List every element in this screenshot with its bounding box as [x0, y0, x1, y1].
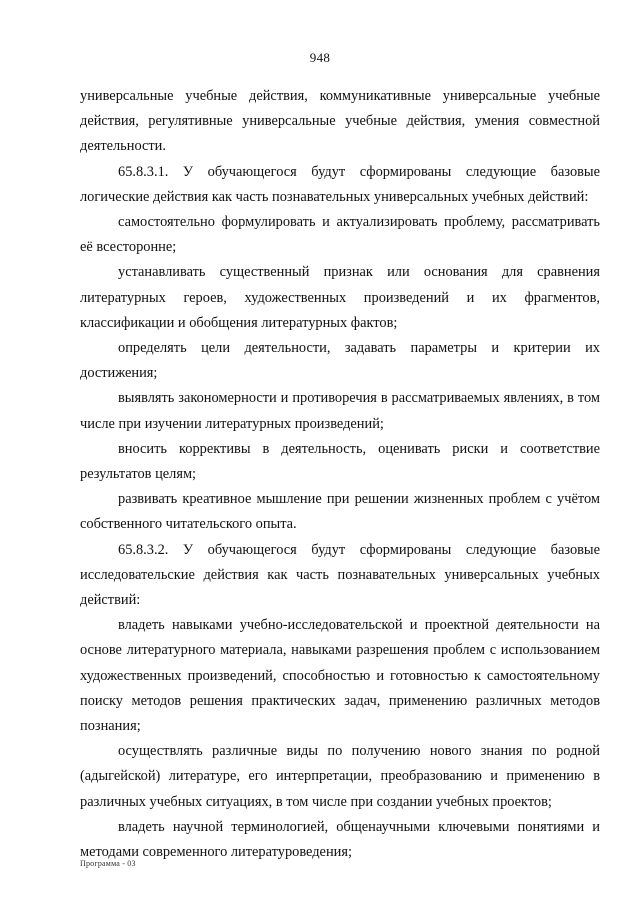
list-item-logical-2: устанавливать существенный признак или основания для сравнения литературных героев, художественных произведений и их фрагментов, классификации и обобщения литературных фактов; [80, 264, 600, 331]
list-item-research-2: осуществлять различные виды по получению нового знания по родной (адыгейской) литературе, его интерпретации, преобразованию и применению в различных учебных ситуациях, в том числе при создании учебных проектов; [80, 743, 600, 810]
list-item-logical-5: вносить коррективы в деятельность, оценивать риски и соответствие результатов целям; [80, 440, 600, 483]
document-body [80, 84, 600, 865]
page-number: 948 [309, 50, 331, 65]
footer-label: Программа - 03 [80, 859, 136, 868]
paragraph-continuation: универсальные учебные действия, коммуникативные универсальные учебные действия, регулятивные универсальные учебные действия, умения совместной деятельности. [80, 88, 600, 155]
list-item-logical-3: определять цели деятельности, задавать параметры и критерии их достижения; [80, 340, 600, 382]
list-item-logical-1: самостоятельно формулировать и актуализировать проблему, рассматривать её всесторонне; [80, 214, 600, 256]
paragraph-65-8-3-2: 65.8.3.2. У обучающегося будут сформированы следующие базовые исследовательские действия как часть познавательных универсальных учебных действий: [80, 541, 600, 609]
list-item-research-1: владеть навыками учебно-исследовательской и проектной деятельности на основе литературного материала, навыками разрешения проблем с использованием художественных произведений, способностью и готовностью к самостоятельному поиску методов решения практических задач, применению различных методов познания; [80, 617, 600, 735]
list-item-research-3: владеть научной терминологией, общенаучными ключевыми понятиями и методами современного литературоведения; [80, 818, 600, 861]
list-item-logical-6: развивать креативное мышление при решении жизненных проблем с учётом собственного читательского опыта. [80, 491, 600, 533]
list-item-logical-4: выявлять закономерности и противоречия в рассматриваемых явлениях, в том числе при изучении литературных произведений; [80, 390, 600, 432]
paragraph-65-8-3-1: 65.8.3.1. У обучающегося будут сформированы следующие базовые логические действия как часть познавательных универсальных учебных действий: [80, 163, 600, 205]
